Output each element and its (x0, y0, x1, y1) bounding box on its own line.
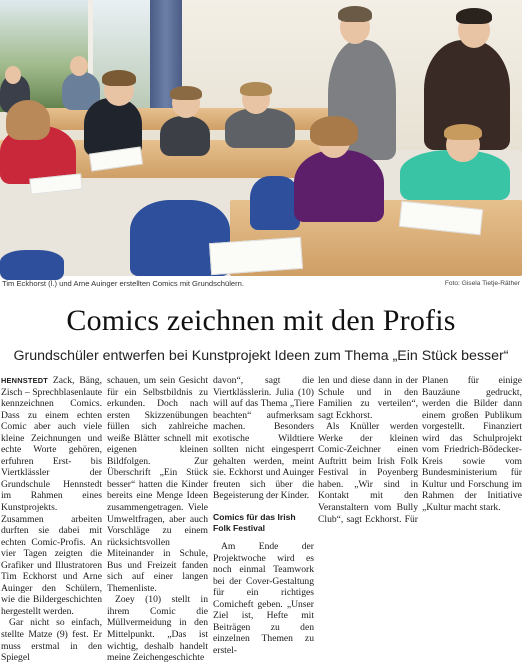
photo-credit: Foto: Gisela Tietje-Räther (444, 280, 520, 287)
photo-boy-hair (240, 82, 272, 96)
photo-boy-hair (102, 70, 136, 86)
article-paragraph: davon“, sagt die Viertklässlerin. Julia (10) will auf das Thema „Tiere beachten“ aufmerksam machen. Besonders exotische Wildtiere sollten nicht eingesperrt gehalten werden, meint sie. Eckhorst und Auinger freuten sich über die Begeisterung der Kinder. (213, 375, 314, 502)
article-column-1 (1, 375, 102, 664)
article-paragraph: Gar nicht so einfach, stellte Matze (9) fest. Er muss erstmal in den Spiegel (1, 617, 102, 664)
photo-chair (0, 250, 64, 280)
photo-adult-hair (456, 8, 492, 24)
article-dateline: HENNSTEDT (1, 376, 48, 385)
article-subheadline: Grundschüler entwerfen bei Kunstprojekt Ideen zum Thema „Ein Stück besser“ (13, 348, 509, 364)
photo-paper (209, 237, 303, 275)
photo-boy-hair (170, 86, 202, 100)
photo-boy-hair (444, 124, 482, 140)
article-paragraph: schauen, um sein Gesicht für ein Selbstbildnis zu erkunden. Doch nach ersten Skizzenübungen füllen sich zahlreiche weiße Blätter schnell mit eigenen kleinen Bildfolgen. Zur Überschrift „Ein Stück besser“ hatten die Kinder bereits eine Menge Ideen zusammengetragen. Viele Umweltfragen, aber auch Vorschläge zu einem rücksichtsvollen Miteinander in Schule, Bus und Freizeit fanden sich auf einer langen Themenliste. (107, 375, 208, 594)
photo-child-head (5, 66, 21, 84)
article-paragraph (1, 375, 102, 617)
photo-caption: Tim Eckhorst (l.) und Arne Auinger erstellten Comics mit Grundschülern. (2, 279, 244, 288)
article-photo (0, 0, 522, 276)
article-paragraph: len und diese dann in der Schule und in den Familien zu verteilen“, sagt Eckhorst. (318, 375, 418, 421)
article-paragraph: Als Knüller werden Werke der kleinen Comic-Zeichner einen Auftritt beim Irish Folk Festival in Poyenberg haben. „Wir sind in Kontakt mit den Veranstaltern vom Bully Club“, sagt Eckhorst. Für Planen für einige Bauzäune gedruckt, werden die Bilder dann einem großen Publikum vorgestellt. Finanziert wird das Schulprojekt vom Friedrich-Bödecker-Kreis sowie vom Bundesministerium für Kultur und Forschung im Rahmen der Initiative „Kultur macht stark. (318, 375, 522, 525)
paragraph-text: Zack, Bäng, Zisch – Sprechblasenlaute kennzeichnen Comics. Dass zu einem echten Comic aber auch viele kleine Zeichnungen und echte Worte gehören, erfuhren Erst- bis Viertklässler der Grundschule Hennstedt im Rahmen eines Kunstprojekts. Zusammen arbeiten durften sie dabei mit echten Comic-Profis. An vier Tagen zeigten die Grafiker und Illustratoren Tim Eckhorst und Arne Auinger den Schülern, wie die Bildergeschichten hergestellt werden. (1, 375, 102, 617)
photo-girl-hair (6, 100, 50, 140)
photo-boy (160, 116, 210, 156)
photo-child-head (70, 56, 88, 76)
article-body (0, 375, 522, 664)
photo-girl (294, 150, 384, 222)
article-column-2 (107, 375, 208, 664)
photo-adult-hair (338, 6, 372, 22)
article-paragraph: Am Ende der Projektwoche wird es noch einmal Teamwork bei der Cover-Gestaltung für ein richtiges Comicheft geben. „Unser Ziel ist, Hefte mit Beiträgen zu den einzelnen Themen zu erstel- (213, 541, 314, 656)
article-column-3 (213, 375, 314, 656)
photo-chair (250, 176, 300, 230)
photo-boy (225, 108, 295, 148)
article-headline: Comics zeichnen mit den Profis (66, 304, 456, 337)
section-heading: Comics für das Irish Folk Festival (213, 512, 296, 533)
photo-girl-hair (310, 116, 358, 146)
article-paragraph: Zoey (10) stellt in ihrem Comic die Müllvermeidung in den Mittelpunkt. „Das ist wichtig, deshalb handelt meine Zeichengeschichte (107, 594, 208, 664)
article-column-4 (318, 375, 522, 623)
